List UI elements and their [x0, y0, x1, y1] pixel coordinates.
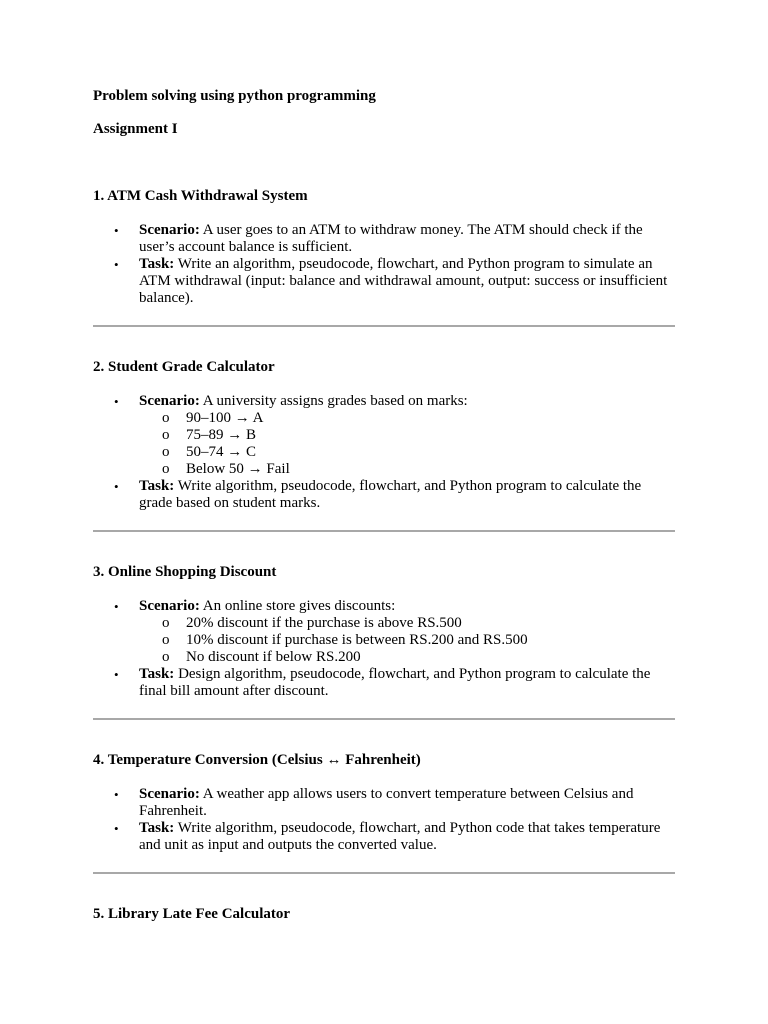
circle-bullet-icon: o — [162, 427, 170, 443]
bullet-icon: • — [114, 394, 119, 409]
section-atm — [93, 188, 675, 307]
section-title: 3. Online Shopping Discount — [93, 564, 277, 580]
sub-item — [139, 632, 675, 649]
section-divider — [93, 872, 675, 874]
scenario-label: Scenario: — [139, 786, 200, 802]
scenario-item — [93, 598, 675, 666]
bullet-list — [93, 786, 675, 854]
section-title: 1. ATM Cash Withdrawal System — [93, 188, 308, 204]
circle-bullet-icon: o — [162, 649, 170, 665]
sub-item-text: 75–89 → B — [186, 427, 257, 443]
sub-item-text: 50–74 → C — [186, 444, 257, 460]
scenario-label: Scenario: — [139, 393, 200, 409]
task-item — [93, 478, 675, 512]
bullet-list — [93, 222, 675, 307]
section-divider — [93, 530, 675, 532]
bullet-icon: • — [114, 479, 119, 494]
bullet-list — [93, 598, 675, 700]
bullet-icon: • — [114, 257, 119, 272]
sub-item-text: 20% discount if the purchase is above RS.500 — [186, 615, 462, 631]
section-title: 2. Student Grade Calculator — [93, 359, 275, 375]
scenario-item — [93, 393, 675, 478]
sub-list — [139, 410, 675, 478]
section-divider — [93, 718, 675, 720]
task-item — [93, 820, 675, 854]
task-item — [93, 256, 675, 307]
circle-bullet-icon: o — [162, 410, 170, 426]
task-label: Task: — [139, 666, 175, 682]
circle-bullet-icon: o — [162, 461, 170, 477]
task-text: Write algorithm, pseudocode, flowchart, and Python program to calculate the grade based on student marks. — [139, 478, 642, 511]
scenario-item — [93, 222, 675, 256]
task-item — [93, 666, 675, 700]
scenario-text: A university assigns grades based on marks: — [202, 393, 468, 409]
bullet-icon: • — [114, 599, 119, 614]
sub-item — [139, 461, 675, 478]
scenario-label: Scenario: — [139, 222, 200, 238]
sub-item — [139, 649, 675, 666]
sub-item-text: No discount if below RS.200 — [186, 649, 361, 665]
sub-item — [139, 615, 675, 632]
scenario-text: A weather app allows users to convert temperature between Celsius and Fahrenheit. — [139, 786, 634, 819]
task-label: Task: — [139, 478, 175, 494]
sub-item — [139, 410, 675, 427]
task-text: Write algorithm, pseudocode, flowchart, and Python code that takes temperature and unit as input and outputs the converted value. — [139, 820, 661, 853]
task-text: Write an algorithm, pseudocode, flowchart, and Python program to simulate an ATM withdrawal (input: balance and withdrawal amount, output: success or insufficient balance). — [139, 256, 668, 306]
sub-item — [139, 427, 675, 444]
bullet-icon: • — [114, 787, 119, 802]
scenario-text: An online store gives discounts: — [202, 598, 396, 614]
task-label: Task: — [139, 256, 175, 272]
section-library — [93, 906, 675, 923]
task-text: Design algorithm, pseudocode, flowchart, and Python program to calculate the final bill amount after discount. — [139, 666, 651, 699]
sub-item-text: 10% discount if purchase is between RS.200 and RS.500 — [186, 632, 528, 648]
document-title: Problem solving using python programming — [93, 88, 376, 104]
sub-list — [139, 615, 675, 666]
sub-item — [139, 444, 675, 461]
task-label: Task: — [139, 820, 175, 836]
scenario-label: Scenario: — [139, 598, 200, 614]
section-divider — [93, 325, 675, 327]
circle-bullet-icon: o — [162, 444, 170, 460]
section-discount — [93, 564, 675, 700]
bullet-icon: • — [114, 821, 119, 836]
assignment-title: Assignment I — [93, 121, 178, 137]
section-title: 4. Temperature Conversion (Celsius ↔ Fahrenheit) — [93, 752, 421, 768]
section-title: 5. Library Late Fee Calculator — [93, 906, 291, 922]
circle-bullet-icon: o — [162, 632, 170, 648]
bullet-icon: • — [114, 223, 119, 238]
bullet-list — [93, 393, 675, 512]
sub-item-text: 90–100 → A — [186, 410, 264, 426]
section-temperature — [93, 752, 675, 854]
scenario-text: A user goes to an ATM to withdraw money. The ATM should check if the user’s account balance is sufficient. — [139, 222, 643, 255]
circle-bullet-icon: o — [162, 615, 170, 631]
document-page — [93, 88, 675, 940]
sub-item-text: Below 50 → Fail — [186, 461, 290, 477]
scenario-item — [93, 786, 675, 820]
bullet-icon: • — [114, 667, 119, 682]
section-grade — [93, 359, 675, 512]
